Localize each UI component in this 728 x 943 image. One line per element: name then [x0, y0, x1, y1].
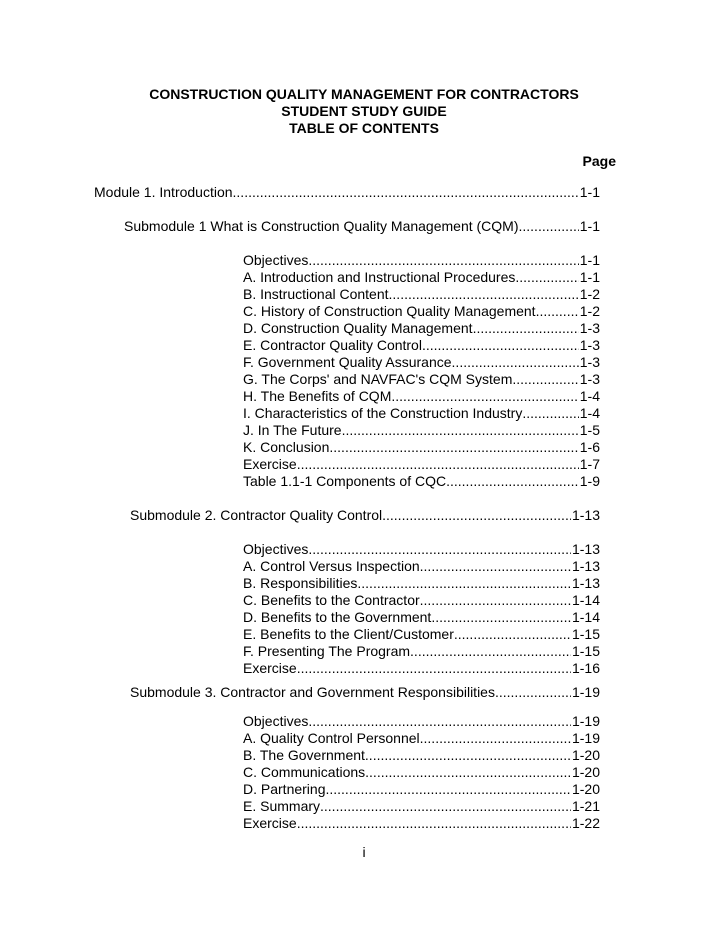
- toc-entry-text: C. Communications: [243, 764, 366, 780]
- title-line-3: TABLE OF CONTENTS: [289, 120, 439, 136]
- toc-page-number: 1-20: [571, 781, 600, 797]
- toc-entry-text: Table 1.1-1 Components of CQC: [243, 473, 447, 489]
- leader-dots: [357, 575, 571, 592]
- leader-dots: [519, 218, 579, 235]
- toc-item[interactable]: [243, 781, 600, 798]
- toc-entry-text: K. Conclusion: [243, 439, 330, 455]
- leader-dots: [431, 609, 571, 626]
- toc-page-number: 1-14: [571, 592, 600, 608]
- leader-dots: [446, 473, 579, 490]
- toc-submodule-2[interactable]: [130, 507, 600, 524]
- toc-submodule-3[interactable]: [130, 684, 600, 701]
- toc-item[interactable]: [243, 405, 600, 422]
- toc-entry-text: C. History of Construction Quality Management: [243, 303, 536, 319]
- toc-page-number: 1-3: [579, 354, 600, 370]
- leader-dots: [452, 354, 579, 371]
- page-column-heading: Page: [582, 153, 616, 169]
- toc-page-number: 1-22: [571, 815, 600, 831]
- toc-page-number: 1-7: [579, 456, 600, 472]
- toc-entry-text: H. The Benefits of CQM: [243, 388, 392, 404]
- toc-page-number: 1-15: [571, 643, 600, 659]
- toc-item[interactable]: [243, 643, 600, 660]
- leader-dots: [233, 184, 579, 201]
- leader-dots: [389, 286, 579, 303]
- toc-entry-text: I. Characteristics of the Construction Industry: [243, 405, 523, 421]
- toc-entry-text: C. Benefits to the Contractor: [243, 592, 420, 608]
- leader-dots: [473, 320, 579, 337]
- toc-item[interactable]: [243, 439, 600, 456]
- leader-dots: [410, 643, 571, 660]
- toc-entry-text: B. Instructional Content: [243, 286, 389, 302]
- toc-page-number: 1-19: [571, 713, 600, 729]
- toc-page-number: 1-15: [571, 626, 600, 642]
- toc-item[interactable]: [243, 592, 600, 609]
- toc-module-1[interactable]: [94, 184, 600, 201]
- toc-item[interactable]: [243, 286, 600, 303]
- footer-page-number: i: [362, 844, 366, 860]
- toc-entry-text: D. Construction Quality Management: [243, 320, 473, 336]
- toc-entry-text: D. Partnering: [243, 781, 326, 797]
- toc-page-number: 1-13: [571, 507, 600, 523]
- toc-entry-text: Exercise: [243, 815, 297, 831]
- toc-entry-text: Objectives: [243, 252, 309, 268]
- toc-entry-text: E. Summary: [243, 798, 321, 814]
- toc-page-number: 1-13: [571, 558, 600, 574]
- toc-item[interactable]: [243, 320, 600, 337]
- toc-page-number: 1-13: [571, 575, 600, 591]
- toc-item[interactable]: [243, 575, 600, 592]
- toc-page-number: 1-4: [579, 388, 600, 404]
- toc-page-number: 1-2: [579, 303, 600, 319]
- leader-dots: [308, 252, 578, 269]
- leader-dots: [420, 730, 571, 747]
- toc-entry-text: F. Government Quality Assurance: [243, 354, 452, 370]
- leader-dots: [342, 422, 579, 439]
- leader-dots: [365, 747, 571, 764]
- leader-dots: [420, 558, 571, 575]
- leader-dots: [382, 507, 571, 524]
- toc-page-number: 1-21: [571, 798, 600, 814]
- leader-dots: [420, 592, 571, 609]
- leader-dots: [454, 626, 571, 643]
- toc-item[interactable]: [243, 269, 600, 286]
- toc-item[interactable]: [243, 388, 600, 405]
- toc-item[interactable]: [243, 815, 600, 832]
- leader-dots: [325, 781, 570, 798]
- leader-dots: [329, 439, 578, 456]
- toc-entry-text: J. In The Future: [243, 422, 342, 438]
- toc-entry-text: Exercise: [243, 456, 297, 472]
- toc-entry-text: Module 1. Introduction: [94, 184, 233, 200]
- toc-item[interactable]: [243, 558, 600, 575]
- toc-item[interactable]: [243, 747, 600, 764]
- toc-page-number: 1-9: [579, 473, 600, 489]
- toc-entry-text: Submodule 3. Contractor and Government Responsibilities: [130, 684, 495, 700]
- toc-entry-text: A. Introduction and Instructional Procedures: [243, 269, 516, 285]
- page-footer: [0, 844, 728, 860]
- leader-dots: [365, 764, 571, 781]
- toc-page-number: 1-5: [579, 422, 600, 438]
- leader-dots: [522, 405, 578, 422]
- toc-entry-text: Objectives: [243, 541, 309, 557]
- toc-item[interactable]: [243, 371, 600, 388]
- toc-entry-text: E. Benefits to the Client/Customer: [243, 626, 454, 642]
- toc-entry-text: B. Responsibilities: [243, 575, 358, 591]
- document-title: [0, 86, 728, 137]
- toc-item[interactable]: [243, 252, 600, 269]
- toc-submodule-1[interactable]: [124, 218, 600, 235]
- toc-item[interactable]: [243, 541, 600, 558]
- title-line-2: STUDENT STUDY GUIDE: [281, 103, 447, 119]
- toc-page-number: 1-3: [579, 371, 600, 387]
- toc-page-number: 1-2: [579, 286, 600, 302]
- toc-page-number: 1-3: [579, 337, 600, 353]
- toc-item[interactable]: [243, 730, 600, 747]
- toc-page-number: 1-1: [579, 184, 600, 200]
- toc-page-number: 1-1: [579, 269, 600, 285]
- toc-entry-text: Submodule 2. Contractor Quality Control: [130, 507, 383, 523]
- leader-dots: [297, 456, 579, 473]
- toc-item[interactable]: [243, 609, 600, 626]
- toc-item[interactable]: [243, 354, 600, 371]
- toc-item[interactable]: [243, 660, 600, 677]
- leader-dots: [391, 388, 578, 405]
- toc-entry-text: Exercise: [243, 660, 297, 676]
- toc-entry-text: Objectives: [243, 713, 309, 729]
- toc-page-number: 1-20: [571, 764, 600, 780]
- toc-page-number: 1-16: [571, 660, 600, 676]
- toc-item[interactable]: [243, 337, 600, 354]
- toc-entry-text: A. Control Versus Inspection: [243, 558, 420, 574]
- toc-page-number: 1-14: [571, 609, 600, 625]
- leader-dots: [512, 371, 578, 388]
- toc-item[interactable]: [243, 798, 600, 815]
- leader-dots: [297, 660, 571, 677]
- toc-page-number: 1-1: [579, 218, 600, 234]
- toc-item[interactable]: [243, 713, 600, 730]
- toc-item[interactable]: [243, 303, 600, 320]
- leader-dots: [495, 684, 571, 701]
- toc-item[interactable]: [243, 456, 600, 473]
- toc-entry-text: B. The Government: [243, 747, 365, 763]
- toc-page-number: 1-20: [571, 747, 600, 763]
- toc-page-number: 1-3: [579, 320, 600, 336]
- leader-dots: [308, 541, 571, 558]
- toc-item[interactable]: [243, 764, 600, 781]
- toc-item[interactable]: [243, 422, 600, 439]
- toc-item[interactable]: [243, 626, 600, 643]
- leader-dots: [536, 303, 579, 320]
- toc-page-number: 1-13: [571, 541, 600, 557]
- toc-page-number: 1-1: [579, 252, 600, 268]
- toc-page-number: 1-19: [571, 730, 600, 746]
- leader-dots: [308, 713, 571, 730]
- leader-dots: [515, 269, 578, 286]
- toc-item[interactable]: [243, 473, 600, 490]
- toc-entry-text: Submodule 1 What is Construction Quality Management (CQM): [124, 218, 519, 234]
- title-line-1: CONSTRUCTION QUALITY MANAGEMENT FOR CONTRACTORS: [149, 86, 579, 102]
- toc-entry-text: G. The Corps' and NAVFAC's CQM System: [243, 371, 513, 387]
- toc-entry-text: D. Benefits to the Government: [243, 609, 432, 625]
- toc-page-number: 1-6: [579, 439, 600, 455]
- toc-page-number: 1-4: [579, 405, 600, 421]
- toc-page-number: 1-19: [571, 684, 600, 700]
- leader-dots: [297, 815, 571, 832]
- toc-entry-text: A. Quality Control Personnel: [243, 730, 420, 746]
- leader-dots: [422, 337, 579, 354]
- toc-entry-text: E. Contractor Quality Control: [243, 337, 422, 353]
- toc-entry-text: F. Presenting The Program: [243, 643, 411, 659]
- leader-dots: [320, 798, 571, 815]
